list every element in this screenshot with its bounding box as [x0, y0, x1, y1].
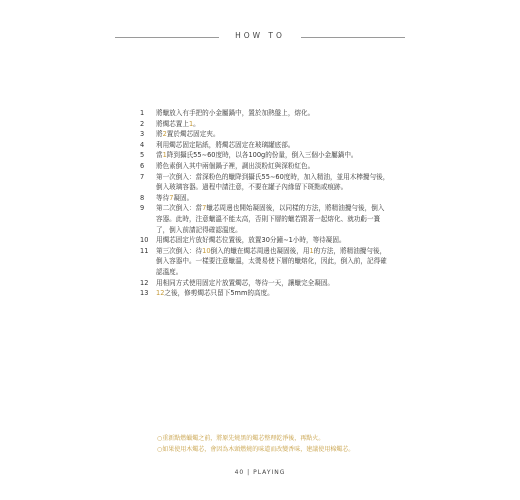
- step-number: 11: [140, 246, 149, 255]
- page-header: [115, 31, 405, 45]
- step-reference: 7: [169, 193, 174, 202]
- step-number: 5: [140, 151, 145, 160]
- step-text-part: 第二次倒入：當: [156, 204, 203, 213]
- step-text-part: 將燭芯置上: [156, 119, 189, 128]
- step-item: [140, 235, 390, 246]
- step-reference: 1: [162, 151, 167, 160]
- step-text-part: 的方法，將精油攪勻後，倒入容器中。一樣要注意蠟溫，太燙易使下層的蠟熔化，因此，倒入前，記得確認溫度。: [156, 246, 387, 276]
- step-text: 用相同方式使用固定片放置燭芯，等待一天，讓蠟完全凝固。: [156, 278, 335, 287]
- step-item: [140, 203, 390, 235]
- step-text: [156, 193, 390, 204]
- step-text: [156, 203, 390, 235]
- step-reference: 1: [309, 246, 314, 255]
- instruction-list: [140, 108, 390, 299]
- step-item: [140, 278, 390, 289]
- tip-note: ○如果使用木燭芯，會因為木頭燃燒的味道而改變香味，建議使用棉燭芯。: [157, 445, 355, 453]
- step-item: [140, 193, 390, 204]
- step-item: [140, 150, 390, 161]
- step-item: [140, 129, 390, 140]
- step-reference: 7: [202, 204, 207, 213]
- step-reference: 1: [188, 119, 194, 128]
- step-text: [156, 288, 390, 299]
- step-text-part: 等待: [156, 193, 170, 202]
- step-item: [140, 108, 390, 119]
- step-number: 9: [140, 204, 145, 213]
- step-reference: 12: [156, 289, 165, 298]
- step-number: 1: [140, 109, 145, 117]
- step-item: [140, 246, 390, 278]
- step-number: 2: [140, 119, 145, 128]
- step-item: [140, 288, 390, 299]
- step-number: 3: [140, 130, 145, 139]
- step-item: [140, 119, 390, 130]
- step-text-part: 置於燭芯固定夾。: [166, 130, 220, 139]
- step-number: 7: [140, 172, 145, 181]
- step-text: 第一次倒入：當深粉色的蠟降到攝氏55∼60度時，加入精油，並用木棒攪勻後，倒入玻璃容器。過程中請注意，不要在罐子內緣留下斑點或痕跡。: [156, 172, 390, 192]
- step-reference: 10: [202, 246, 211, 255]
- step-text: 將色素倒入其中兩個鍋子裡，調出淡粉紅與深粉紅色。: [156, 161, 315, 170]
- step-text: 將蠟放入有手把的小金屬鍋中，置於加熱盤上，熔化。: [156, 109, 315, 117]
- step-text: [156, 129, 390, 140]
- step-text-part: 第三次倒入：待: [156, 246, 203, 255]
- step-text: [156, 150, 390, 161]
- step-text: 利用燭芯固定貼紙，將燭芯固定在玻璃罐底部。: [156, 140, 295, 149]
- header-rule-right: [301, 37, 405, 38]
- step-text: [156, 246, 390, 278]
- step-text-part: 。: [193, 119, 200, 128]
- step-text: [156, 119, 390, 130]
- step-number: 12: [140, 278, 149, 287]
- page-footer: 40 | PLAYING: [234, 469, 286, 476]
- step-number: 6: [140, 161, 145, 170]
- step-number: 13: [140, 289, 149, 298]
- step-text-part: 將: [156, 130, 163, 139]
- step-item: [140, 172, 390, 193]
- step-text-part: 降到攝氏55∼60度時，以各100g的份量，倒入三個小金屬鍋中。: [166, 151, 358, 160]
- step-text-part: 凝固。: [173, 193, 194, 202]
- step-reference: 2: [162, 130, 167, 139]
- step-text-part: 當: [156, 151, 163, 160]
- tip-note: ○重新點燃蠟燭之前，將原先燒黑的燭芯整理乾淨後，再點火。: [157, 435, 325, 442]
- step-text-part: 蠟芯周邊也開始凝固後，以同樣的方法，將精油攪勻後，倒入容器。此時，注意蠟溫不能太高，否則下層的蠟若跟著一起熔化、就功虧一簣了，倒入前請記得確認溫度。: [156, 204, 385, 234]
- section-title: HOW TO: [235, 31, 285, 40]
- step-number: 8: [140, 193, 145, 202]
- step-text-part: 之後，修剪燭芯只留下5mm的高度。: [164, 289, 274, 298]
- step-item: [140, 140, 390, 151]
- step-text: 用燭芯固定片放好燭芯位置後，放置30分鐘∼1小時，等待凝固。: [156, 236, 346, 245]
- step-text-part: 倒入的蠟在燭芯周邊也凝固後，用: [210, 246, 310, 255]
- step-number: 10: [140, 236, 149, 245]
- step-number: 4: [140, 140, 145, 149]
- tips-notes: [157, 434, 417, 455]
- step-item: [140, 161, 390, 172]
